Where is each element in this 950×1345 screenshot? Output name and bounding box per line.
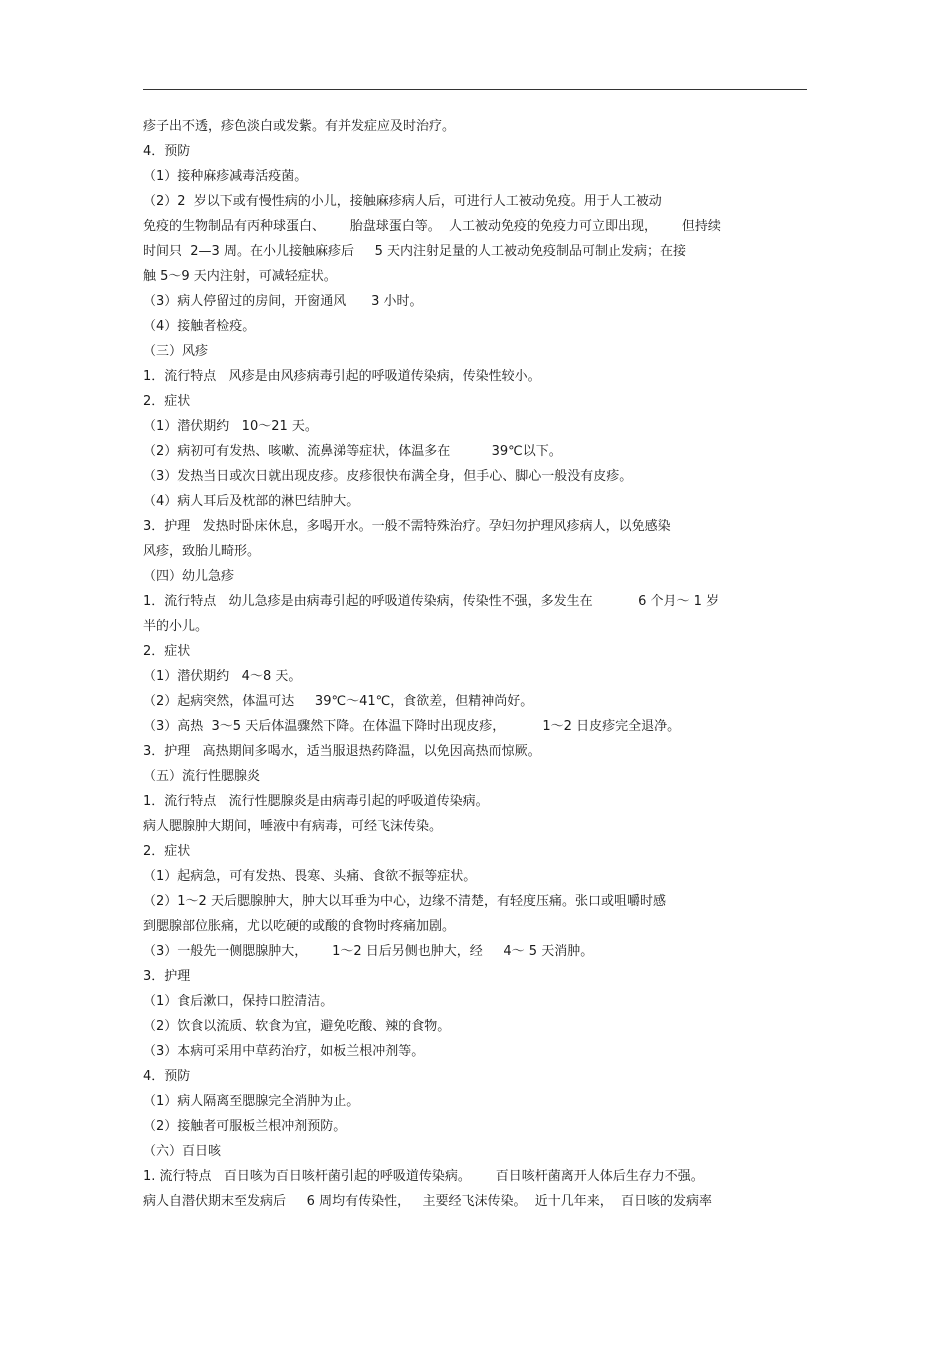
section-heading: （四）幼儿急疹 [143,569,235,584]
text-line: 1. 流行特点 百日咳为百日咳杆菌引起的呼吸道传染病。 百日咳杆菌离开人体后生存力不强。 [143,1169,704,1184]
section-heading: 4．预防 [143,144,191,159]
text-line: （2）接触者可服板兰根冲剂预防。 [143,1119,347,1134]
header-rule [143,89,807,90]
text-line: 风疹，致胎儿畸形。 [143,544,261,559]
text-line: 疹子出不透，疹色淡白或发紫。有并发症应及时治疗。 [143,119,456,134]
text-line: （1）食后漱口，保持口腔清洁。 [143,994,334,1009]
document-body [143,114,807,1214]
text-line: （1）接种麻疹减毒活疫菌。 [143,169,308,184]
text-line: （1）潜伏期约 4～8 天。 [143,669,302,684]
text-line: （2）1～2 天后腮腺肿大，肿大以耳垂为中心，边缘不清楚，有轻度压痛。张口或咀嚼时感 [143,894,666,909]
text-line: 1．流行特点 流行性腮腺炎是由病毒引起的呼吸道传染病。 [143,794,489,809]
text-line: （4）接触者检疫。 [143,319,256,334]
text-line: （3）病人停留过的房间，开窗通风 3 小时。 [143,294,423,309]
text-line: 到腮腺部位胀痛，尤以吃硬的或酸的食物时疼痛加剧。 [143,919,456,934]
text-line: 触 5～9 天内注射，可减轻症状。 [143,269,337,284]
section-heading: 4．预防 [143,1069,191,1084]
text-line: （1）起病急，可有发热、畏寒、头痛、食欲不振等症状。 [143,869,477,884]
text-line: （3）发热当日或次日就出现皮疹。皮疹很快布满全身，但手心、脚心一般没有皮疹。 [143,469,633,484]
text-line: （3）本病可采用中草药治疗，如板兰根冲剂等。 [143,1044,425,1059]
text-line: 3．护理 高热期间多喝水，适当服退热药降温，以免因高热而惊厥。 [143,744,541,759]
text-line: （2）病初可有发热、咳嗽、流鼻涕等症状，体温多在 39℃以下。 [143,444,562,459]
text-line: （2）起病突然，体温可达 39℃～41℃，食欲差，但精神尚好。 [143,694,534,709]
text-line: 1．流行特点 幼儿急疹是由病毒引起的呼吸道传染病，传染性不强，多发生在 6 个月～ 1 岁 [143,594,720,609]
text-line: （4）病人耳后及枕部的淋巴结肿大。 [143,494,360,509]
section-heading: 3．护理 [143,969,191,984]
text-line: （1）病人隔离至腮腺完全消肿为止。 [143,1094,360,1109]
text-line: （1）潜伏期约 10～21 天。 [143,419,318,434]
text-line: （3）高热 3～5 天后体温骤然下降。在体温下降时出现皮疹， 1～2 日皮疹完全退净。 [143,719,681,734]
text-line: 半的小儿。 [143,619,209,634]
text-line: 1．流行特点 风疹是由风疹病毒引起的呼吸道传染病，传染性较小。 [143,369,541,384]
text-line: 免疫的生物制品有丙种球蛋白、 胎盘球蛋白等。 人工被动免疫的免疫力可立即出现， 但持续 [143,219,721,234]
text-line: （2）2 岁以下或有慢性病的小儿，接触麻疹病人后，可进行人工被动免疫。用于人工被动 [143,194,662,209]
text-line: （3）一般先一侧腮腺肿大， 1～2 日后另侧也肿大，经 4～ 5 天消肿。 [143,944,594,959]
text-line: 病人腮腺肿大期间，唾液中有病毒，可经飞沫传染。 [143,819,443,834]
section-heading: （六）百日咳 [143,1144,222,1159]
text-line: 病人自潜伏期末至发病后 6 周均有传染性， 主要经飞沫传染。 近十几年来， 百日咳的发病率 [143,1194,712,1209]
section-heading: （三）风疹 [143,344,209,359]
section-heading: 2．症状 [143,394,191,409]
text-line: （2）饮食以流质、软食为宜，避免吃酸、辣的食物。 [143,1019,451,1034]
section-heading: 2．症状 [143,844,191,859]
text-line: 时间只 2—3 周。在小儿接触麻疹后 5 天内注射足量的人工被动免疫制品可制止发病；在接 [143,244,687,259]
section-heading: 2．症状 [143,644,191,659]
section-heading: （五）流行性腮腺炎 [143,769,261,784]
text-line: 3．护理 发热时卧床休息，多喝开水。一般不需特殊治疗。孕妇勿护理风疹病人，以免感染 [143,519,671,534]
